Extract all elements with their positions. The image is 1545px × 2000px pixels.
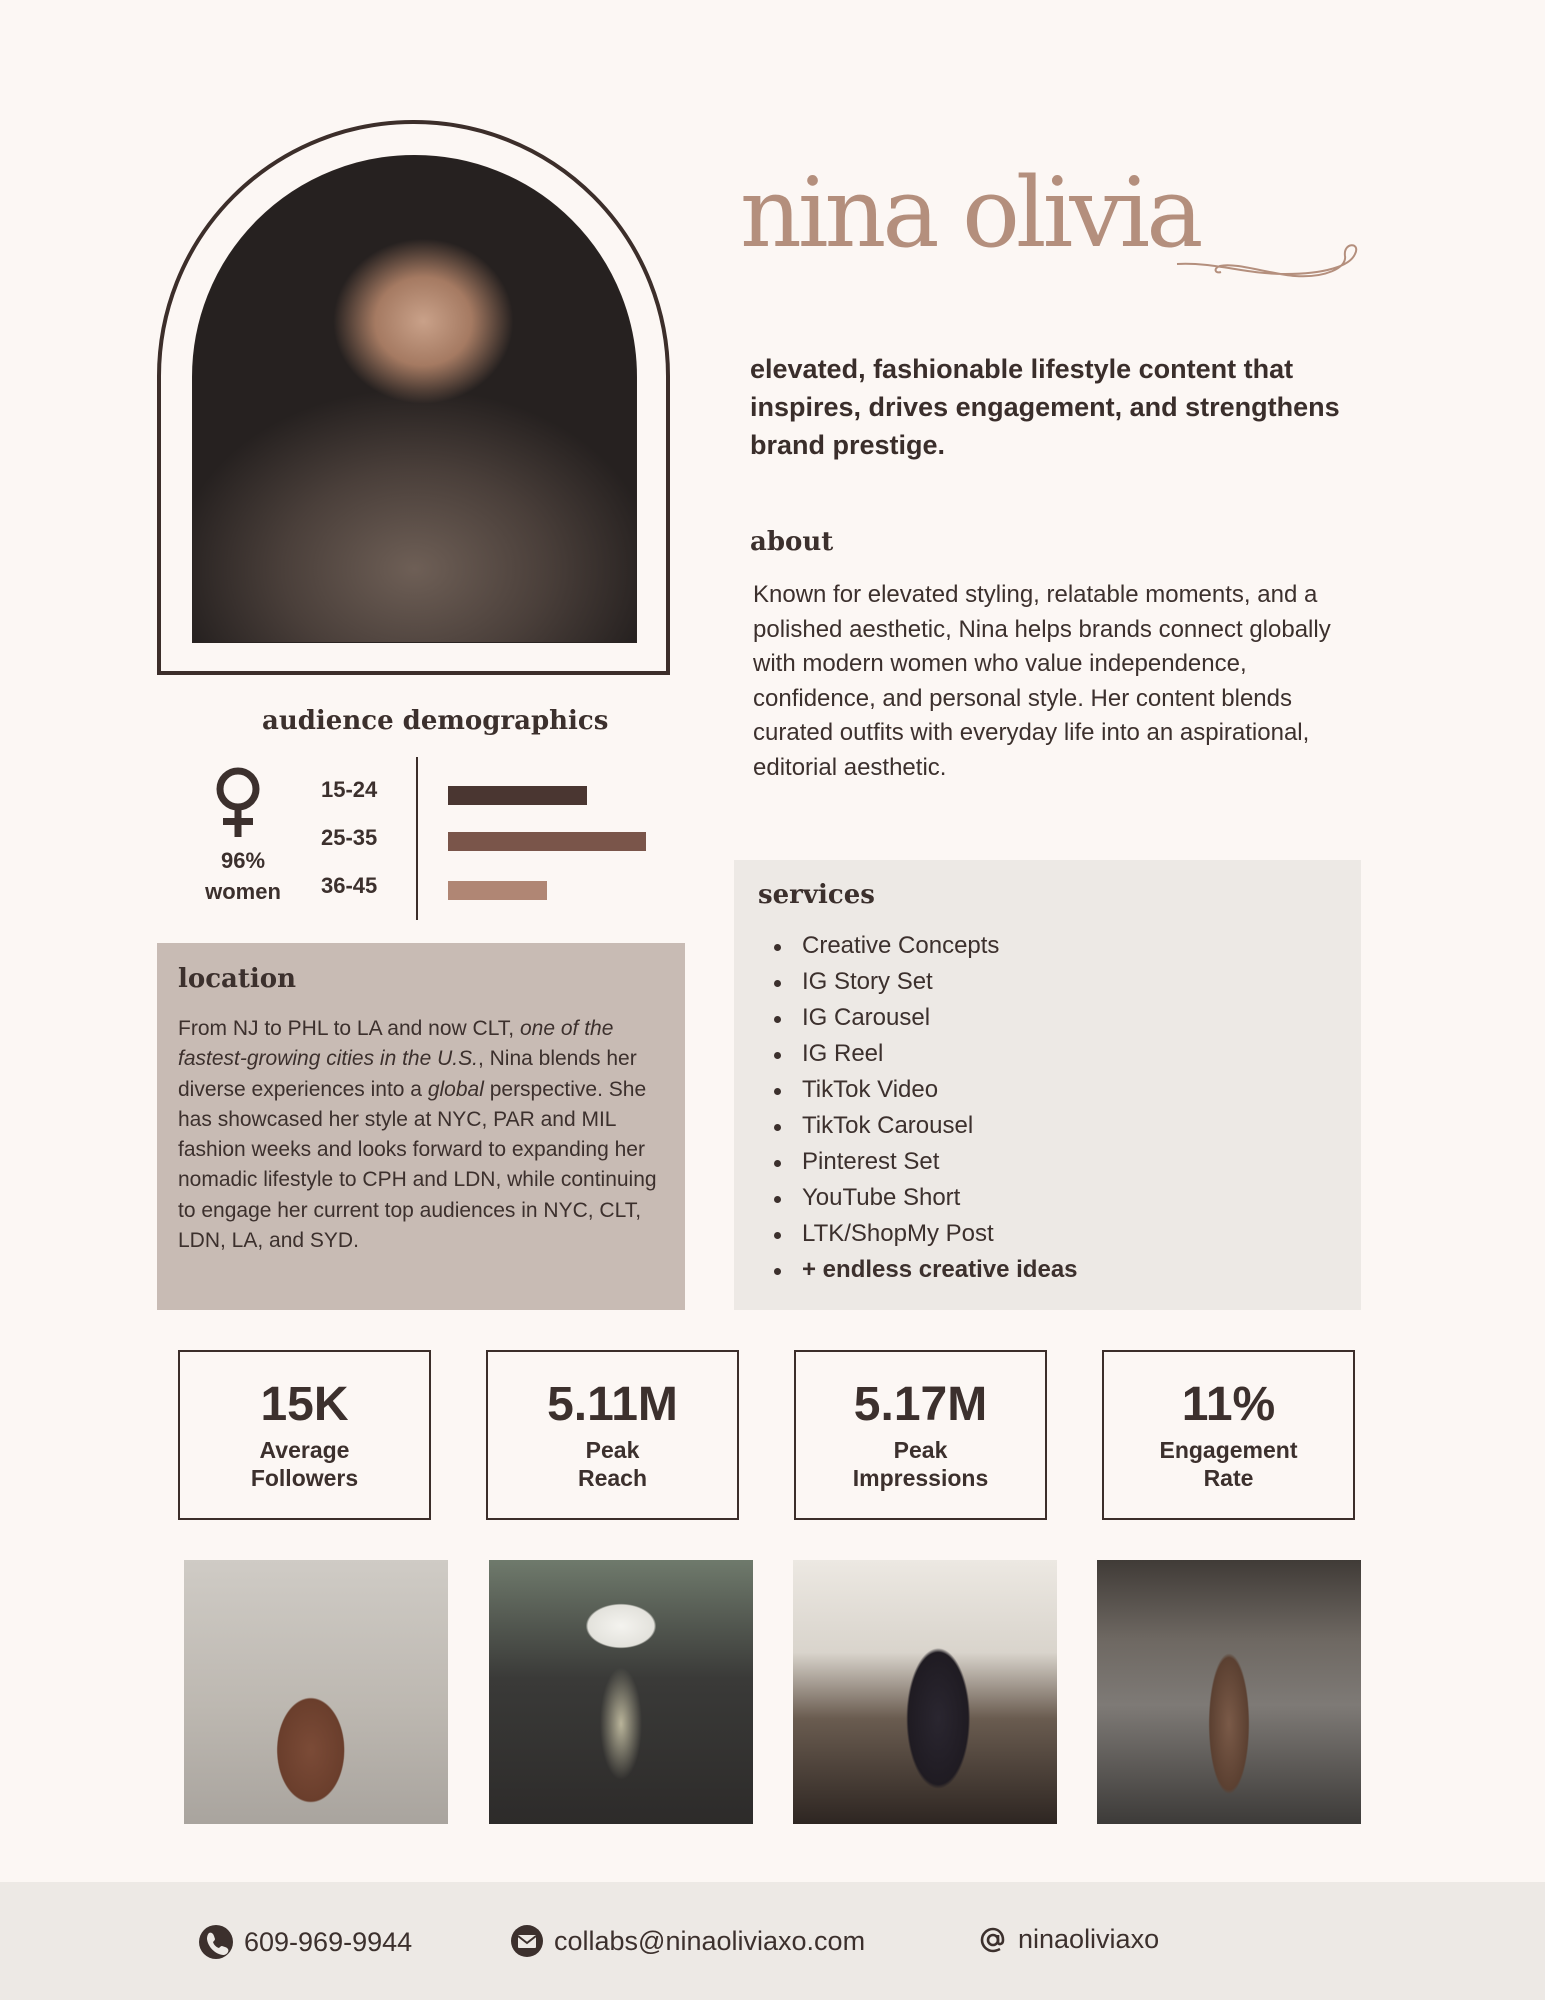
stat-card-impressions	[794, 1350, 1047, 1520]
stat-card-reach	[486, 1350, 739, 1520]
gallery-photo	[489, 1560, 753, 1824]
gallery-photo	[793, 1560, 1057, 1824]
contact-phone[interactable]	[198, 1924, 412, 1960]
stat-label: Average Followers	[250, 1437, 359, 1491]
stat-label: Engagement Rate	[1159, 1437, 1298, 1491]
service-item: YouTube Short	[772, 1180, 1078, 1216]
women-percentage	[198, 845, 288, 907]
stat-value: 5.17M	[853, 1378, 988, 1431]
stat-card-followers	[178, 1350, 431, 1520]
about-heading: about	[750, 527, 834, 557]
service-item: IG Story Set	[772, 964, 1078, 1000]
social-handle: ninaoliviaxo	[1018, 1924, 1160, 1954]
service-item: IG Reel	[772, 1036, 1078, 1072]
gallery-photo	[1097, 1560, 1361, 1824]
stat-label: Peak Impressions	[852, 1437, 989, 1491]
service-item: Creative Concepts	[772, 928, 1078, 964]
location-text-italic: one of the fastest-growing cities in the U.S.	[178, 1017, 614, 1071]
service-item: LTK/ShopMy Post	[772, 1216, 1078, 1252]
demographics-axis	[416, 757, 418, 920]
stat-card-engagement	[1102, 1350, 1355, 1520]
age-bar	[448, 786, 587, 805]
service-item: + endless creative ideas	[772, 1252, 1078, 1288]
page-title: nina olivia	[740, 157, 1200, 269]
about-text: Known for elevated styling, relatable moments, and a polished aesthetic, Nina helps brands connect globally with modern women who value independence, confidence, and personal style. Her content blends curated outfits with everyday life into an aspirational, editorial aesthetic.	[753, 581, 1331, 781]
service-item: Pinterest Set	[772, 1144, 1078, 1180]
tagline: elevated, fashionable lifestyle content that inspires, drives engagement, and strengthens brand prestige.	[750, 354, 1340, 460]
location-text	[178, 1014, 673, 1256]
stat-value: 15K	[260, 1378, 349, 1431]
location-heading: location	[178, 964, 297, 994]
service-item: IG Carousel	[772, 1000, 1078, 1036]
contact-handle[interactable]	[978, 1924, 1159, 1955]
at-sign-icon	[978, 1925, 1008, 1955]
demographics-heading: audience demographics	[262, 706, 609, 736]
phone-icon	[198, 1924, 234, 1960]
stat-value: 11%	[1181, 1378, 1276, 1431]
women-label: women	[205, 879, 281, 904]
women-percentage-value: 96%	[220, 848, 266, 873]
phone-number: 609-969-9944	[244, 1926, 413, 1957]
services-list	[772, 928, 1078, 1288]
age-label: 25-35	[321, 825, 378, 850]
service-item: TikTok Video	[772, 1072, 1078, 1108]
stat-value: 5.11M	[547, 1378, 678, 1431]
location-text-part: , Nina blends her diverse experiences into a	[178, 1047, 637, 1101]
gallery-photo	[184, 1560, 448, 1824]
envelope-icon	[510, 1924, 544, 1958]
location-text-part: perspective. She has showcased her style at NYC, PAR and MIL fashion weeks and looks forward to expanding her nomadic lifestyle to CPH and LDN, while continuing to engage her current top audiences in NYC, CLT, LDN, LA, and SYD.	[178, 1077, 657, 1253]
stat-label: Peak Reach	[577, 1437, 648, 1491]
contact-email[interactable]	[510, 1924, 865, 1958]
female-symbol-icon	[210, 765, 266, 840]
age-label: 15-24	[321, 777, 378, 802]
profile-photo	[192, 155, 637, 643]
age-label: 36-45	[321, 873, 378, 898]
age-bar	[448, 832, 646, 851]
location-text-part: From NJ to PHL to LA and now CLT,	[178, 1017, 520, 1040]
email-address: collabs@ninaoliviaxo.com	[554, 1925, 866, 1956]
services-heading: services	[758, 880, 875, 910]
title-swash-decoration	[1175, 244, 1365, 294]
location-text-italic: global	[427, 1077, 484, 1101]
service-item: TikTok Carousel	[772, 1108, 1078, 1144]
age-bar	[448, 881, 547, 900]
